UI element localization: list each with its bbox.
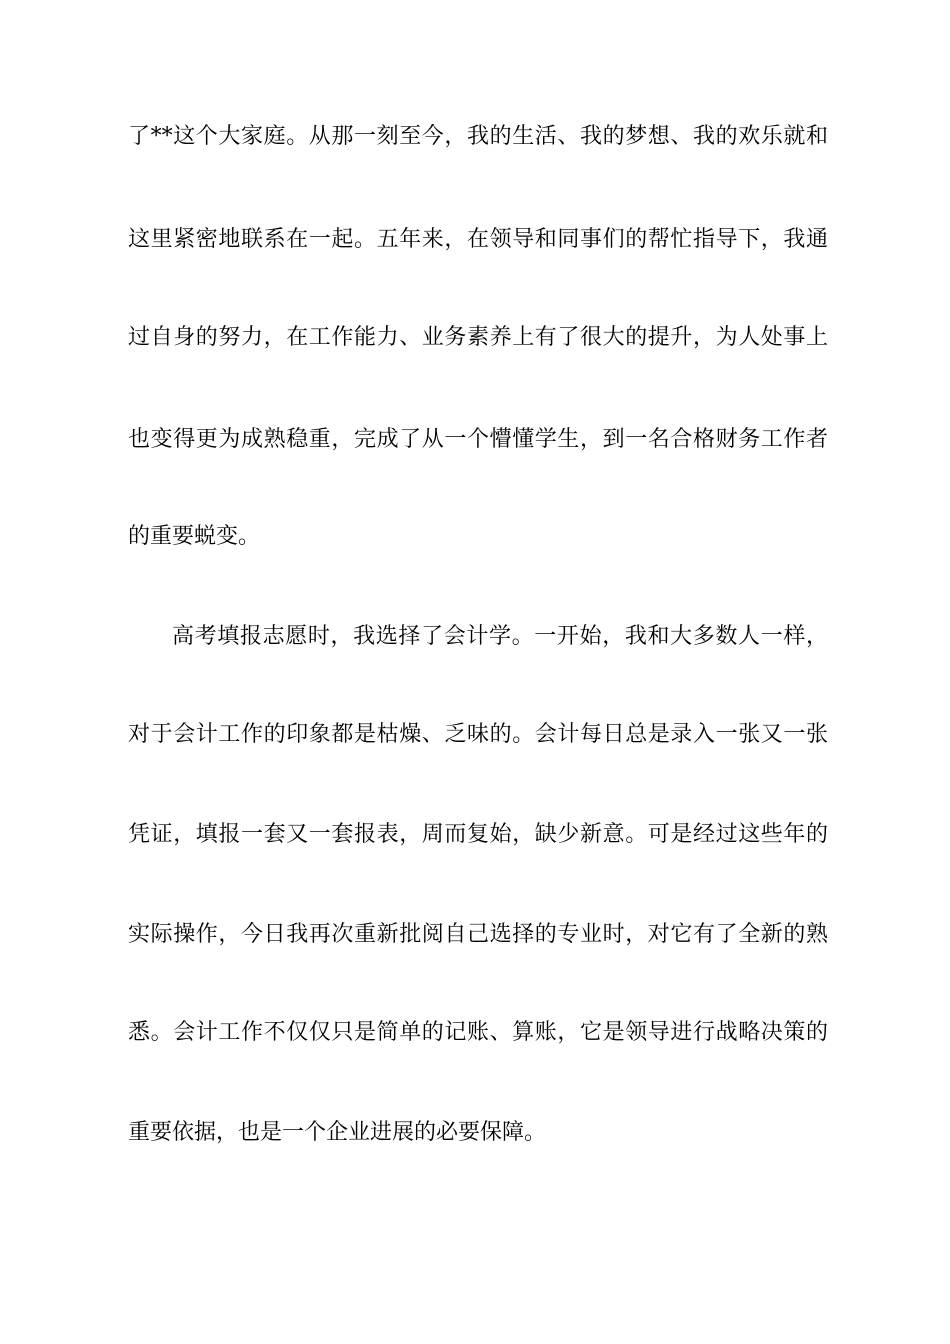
- text-line: 了**这个大家庭。从那一刻至今，我的生活、我的梦想、我的欢乐就和: [128, 124, 828, 149]
- text-line: 的重要蜕变。: [128, 524, 261, 549]
- text-line: 高考填报志愿时，我选择了会计学。一开始，我和大多数人一样，: [172, 624, 828, 649]
- text-line: 对于会计工作的印象都是枯燥、乏味的。会计每日总是录入一张又一张: [128, 722, 828, 747]
- text-line: 凭证，填报一套又一套报表，周而复始，缺少新意。可是经过这些年的: [128, 822, 828, 847]
- text-line: 也变得更为成熟稳重，完成了从一个懵懂学生，到一名合格财务工作者: [128, 427, 828, 452]
- text-line: 过自身的努力，在工作能力、业务素养上有了很大的提升，为人处事上: [128, 325, 828, 350]
- text-line: 重要依据，也是一个企业进展的必要保障。: [128, 1120, 547, 1145]
- text-line: 实际操作，今日我再次重新批阅自己选择的专业时，对它有了全新的熟: [128, 922, 828, 947]
- text-line: 悉。会计工作不仅仅只是简单的记账、算账，它是领导进行战略决策的: [128, 1020, 828, 1045]
- text-line: 这里紧密地联系在一起。五年来，在领导和同事们的帮忙指导下，我通: [128, 227, 828, 252]
